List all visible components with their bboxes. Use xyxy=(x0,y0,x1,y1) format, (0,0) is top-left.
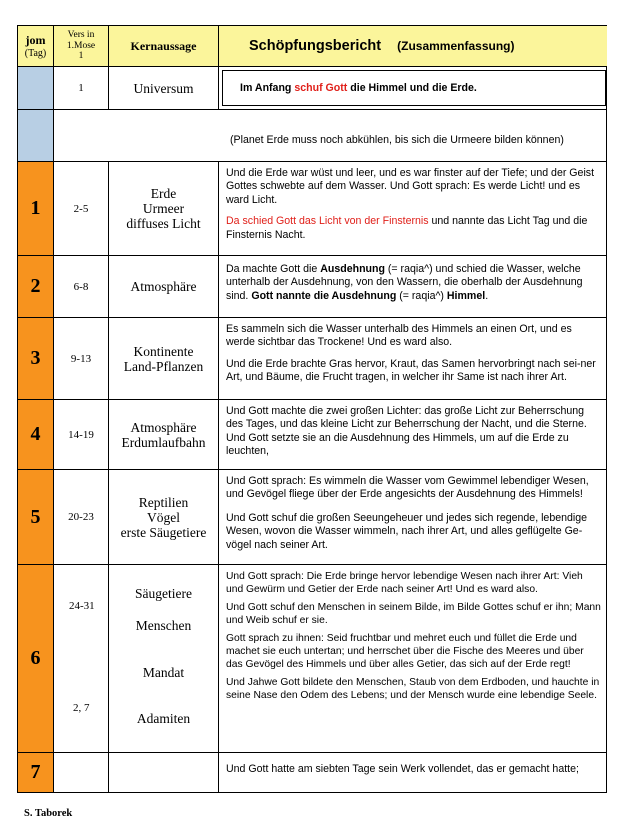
header-verse-line3: 1 xyxy=(78,51,84,62)
day-6-verse-a: 24-31 xyxy=(69,600,95,612)
header-title-cell xyxy=(219,26,607,67)
intro-text-cell xyxy=(219,67,607,110)
day-6-number: 6 xyxy=(18,565,54,753)
intro-verse: 1 xyxy=(78,82,84,94)
intro-kern: Universum xyxy=(133,80,194,96)
day-7-number: 7 xyxy=(18,753,54,792)
header-verse-line1: Vers in xyxy=(67,30,95,41)
day-4-text: Und Gott machte die zwei großen Lichter: das große Licht zur Beherrschung des Tages, und das kleine Licht zur Beherrschung der Nacht, und die Sterne. Und Gott setzte sie an die Ausdehnung des Himmels, um auf die Erde zu leuchten, xyxy=(219,400,607,470)
day-7-verse xyxy=(54,753,109,792)
intro-text-pre: Im Anfang xyxy=(240,82,292,94)
day-4-number: 4 xyxy=(18,400,54,470)
header-verse-cell xyxy=(54,26,109,67)
day-2-kern: Atmosphäre xyxy=(109,256,219,318)
day-1-highlight: Da schied Gott das Licht von der Finsternis xyxy=(226,215,429,228)
day-1-paragraph: Und die Erde war wüst und leer, und es war finster auf der Tiefe; und der Geist Gottes schwebte auf dem Wasser. Und Gott sprach: Es werde Licht! und es ward Licht. xyxy=(226,167,595,206)
day-2-number: 2 xyxy=(18,256,54,318)
header-day-cell xyxy=(18,26,54,67)
day-2-text: Da machte Gott die Ausdehnung (= raqia^) und schied die Wasser, welche unterhalb der Ausdehnung, von den Wassern, die oberhalb der Ausdehnung sind. Gott nannte die Ausdehnung (= raqia^) Himmel. xyxy=(219,256,607,318)
creation-table xyxy=(17,25,607,793)
intro-kern-cell xyxy=(109,67,219,110)
page-title: Schöpfungsbericht xyxy=(249,38,382,54)
day-1-verse: 2-5 xyxy=(54,162,109,256)
day-2-verse: 6-8 xyxy=(54,256,109,318)
author-footer: S. Taborek xyxy=(24,808,73,819)
note-cell xyxy=(54,110,607,162)
day-6-verse-b: 2, 7 xyxy=(73,702,90,714)
header-kern-label: Kernaussage xyxy=(130,38,197,53)
day-5-verse: 20-23 xyxy=(54,470,109,565)
day-1-kern: Erde Urmeer diffuses Licht xyxy=(109,162,219,256)
intro-text-post: die Himmel und die Erde. xyxy=(350,82,477,94)
header-day-sublabel: (Tag) xyxy=(24,48,47,59)
header-kern-cell xyxy=(109,26,219,67)
day-5-text: Und Gott sprach: Es wimmeln die Wasser vom Gewimmel lebendiger Wesen, und Gevögel fliege über der Erde angesichts der Ausdehnung des Himmels! Und Gott schuf die großen Seeungeheuer und jedes sich regende, lebendige Wesen, wovon die Wasser wimmeln, nach ihrer Art, und alles geflügelte Ge-vögel nach seiner Art. xyxy=(219,470,607,565)
note-day-cell xyxy=(18,110,54,162)
day-1-number: 1 xyxy=(18,162,54,256)
intro-text-highlight: schuf Gott xyxy=(294,82,348,94)
day-4-verse: 14-19 xyxy=(54,400,109,470)
intro-day-cell xyxy=(18,67,54,110)
day-6-kern: Säugetiere Menschen Mandat Adamiten xyxy=(109,565,219,753)
page-subtitle: (Zusammenfassung) xyxy=(397,39,515,53)
day-7-kern xyxy=(109,753,219,792)
day-6-verse xyxy=(54,565,109,753)
day-3-number: 3 xyxy=(18,318,54,400)
day-3-kern: Kontinente Land-Pflanzen xyxy=(109,318,219,400)
header-verse-line2: 1.Mose xyxy=(66,40,96,51)
day-4-kern: Atmosphäre Erdumlaufbahn xyxy=(109,400,219,470)
day-5-number: 5 xyxy=(18,470,54,565)
day-7-text: Und Gott hatte am siebten Tage sein Werk vollendet, das er gemacht hatte; xyxy=(226,763,579,775)
day-6-text: Und Gott sprach: Die Erde bringe hervor lebendige Wesen nach ihrer Art: Vieh und Gewürm und Getier der Erde nach seiner Art! Und es ward also. Und Gott schuf den Menschen in seinem Bilde, im Bilde Gottes schuf er ihn; Mann und Weib schuf er sie. Gott sprach zu ihnen: Seid fruchtbar und mehret euch und füllet die Erde und machet sie euch untertan; und herrschet über die Fische des Meeres und über das Gevögel des Himmels und über alles Getier, das sich auf der Erde regt! Und Jahwe Gott bildete den Menschen, Staub von dem Erdboden, und hauchte in seine Nase den Odem des Lebens; und der Mensch wurde eine lebendige Seele. xyxy=(219,565,607,753)
day-3-text: Es sammeln sich die Wasser unterhalb des Himmels an einen Ort, und es werde sichtbar das Trockene! Und es ward also. Und die Erde brachte Gras hervor, Kraut, das Samen hervorbringt nach sei-ner Art, und Bäume, die Frucht tragen, in welcher ihr Same ist nach ihrer Art. xyxy=(219,318,607,400)
day-3-verse: 9-13 xyxy=(54,318,109,400)
header-day-label: jom xyxy=(25,33,46,47)
intro-verse-cell xyxy=(54,67,109,110)
note-text: (Planet Erde muss noch abkühlen, bis sich die Urmeere bilden können) xyxy=(230,134,564,146)
day-5-kern: Reptilien Vögel erste Säugetiere xyxy=(109,470,219,565)
day-1-text: Und die Erde war wüst und leer, und es war finster auf der Tiefe; und der Geist Gottes schwebte auf dem Wasser. Und Gott sprach: Es werde Licht! und es ward Licht. Da schied Gott das Licht von der Finsternis und nannte das Licht Tag und die Finsternis Nacht. xyxy=(219,162,607,256)
